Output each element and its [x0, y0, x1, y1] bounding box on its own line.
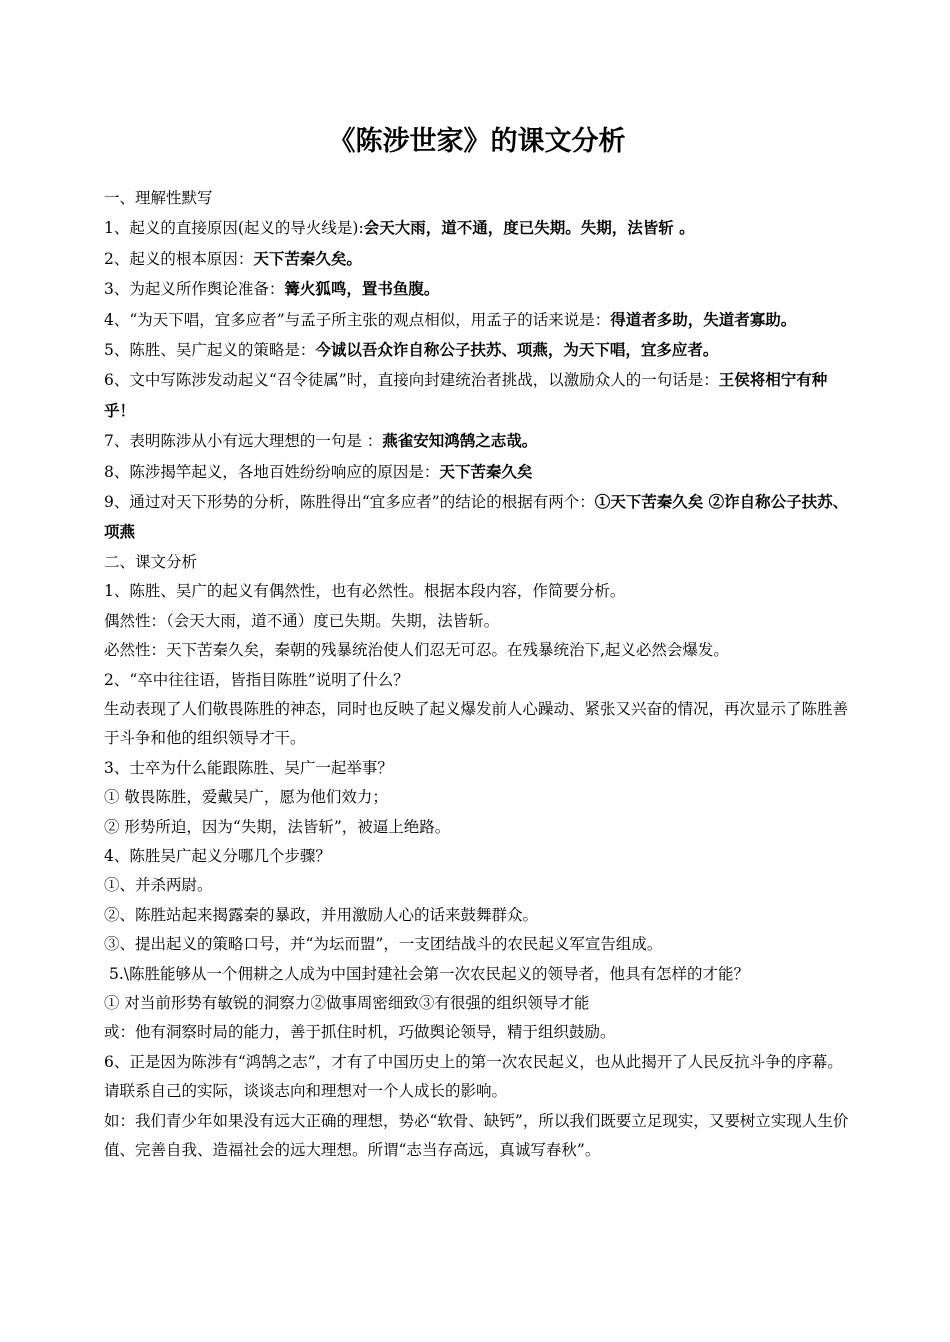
- fill-question-7: 7、表明陈涉从小有远大理想的一句是 ：燕雀安知鸿鹄之志哉。: [104, 431, 538, 451]
- analysis-answer: ① 敬畏陈胜，爱戴吴广，愿为他们效力；: [104, 788, 388, 807]
- analysis-question-1: 1、陈胜、吴广的起义有偶然性，也有必然性。根据本段内容，作简要分析。: [104, 582, 626, 601]
- analysis-answer: ②、陈胜站起来揭露秦的暴政，并用激励人心的话来鼓舞群众。: [104, 905, 539, 924]
- analysis-answer: ① 对当前形势有敏锐的洞察力②做事周密细致③有很强的组织领导才能: [104, 993, 590, 1012]
- fill-question-5: 5、陈胜、吴广起义的策略是：今诚以吾众诈自称公子扶苏、项燕，为天下唱，宜多应者。: [104, 340, 719, 360]
- analysis-question-4: 4、陈胜吴广起义分哪几个步骤？: [104, 846, 331, 865]
- fill-question-9: 9、通过对天下形势的分析，陈胜得出“宜多应者”的结论的根据有两个：①天下苦秦久矣 ②诈自称公子扶苏、项燕: [104, 492, 849, 542]
- analysis-question-5: 5.\陈胜能够从一个佣耕之人成为中国封建社会第一次农民起义的领导者，他具有怎样的才能？: [109, 964, 750, 983]
- fill-question-8: 8、陈涉揭竿起义，各地百姓纷纷响应的原因是：天下苦秦久矣: [104, 461, 533, 481]
- analysis-answer: ② 形势所迫，因为“失期，法皆斩”，被逼上绝路。: [104, 817, 451, 836]
- analysis-answer: 或：他有洞察时局的能力，善于抓住时机，巧做舆论领导，精于组织鼓励。: [104, 1023, 616, 1042]
- fill-question-6: 6、文中写陈涉发动起义“召令徒属”时，直接向封建统治者挑战，以激励众人的一句话是：王侯将相宁有种乎！: [104, 370, 828, 420]
- analysis-answer: ③、提出起义的策略口号，并“为坛而盟”，一支团结战斗的农民起义军宣告组成。: [104, 935, 663, 954]
- fill-question-2: 2、起义的根本原因：天下苦秦久矣。: [104, 248, 362, 268]
- answer: 王侯将相宁有种乎！: [104, 370, 828, 420]
- analysis-question-6: 6、正是因为陈涉有“鸿鹄之志”，才有了中国历史上的第一次农民起义，也从此揭开了人民反抗斗争的序幕。请联系自己的实际，谈谈志向和理想对一个人成长的影响。: [104, 1052, 843, 1101]
- analysis-answer: ①、并杀两尉。: [104, 876, 213, 895]
- section-heading: 二、课文分析: [104, 552, 198, 571]
- analysis-question-3: 3、士卒为什么能跟陈胜、吴广一起举事？: [104, 758, 393, 777]
- fill-question-4: 4、“为天下唱，宜多应者”与孟子所主张的观点相似，用孟子的话来说是：得道者多助，失道者寡助。: [104, 309, 797, 329]
- answer: 天下苦秦久矣: [439, 461, 533, 481]
- answer: 篝火狐鸣，置书鱼腹。: [284, 279, 440, 299]
- analysis-question-2: 2、“卒中往往语，皆指目陈胜”说明了什么？: [104, 670, 409, 689]
- answer: 燕雀安知鸿鹄之志哉。: [382, 431, 538, 451]
- answer: 会天大雨，道不通，度已失期。失期，法皆斩 。: [363, 218, 695, 238]
- fill-question-1: 1、起义的直接原因(起义的导火线是):会天大雨，道不通，度已失期。失期，法皆斩 。: [104, 218, 695, 238]
- section-heading: 一、理解性默写: [104, 189, 213, 207]
- answer: 今诚以吾众诈自称公子扶苏、项燕，为天下唱，宜多应者。: [315, 340, 719, 360]
- document-body: [104, 184, 850, 1165]
- analysis-answer: 必然性：天下苦秦久矣，秦朝的残暴统治使人们忍无可忍。在残暴统治下,起义必然会爆发。: [104, 641, 729, 660]
- answer: 得道者多助，失道者寡助。: [610, 309, 797, 329]
- answer: ①天下苦秦久矣 ②诈自称公子扶苏、项燕: [104, 492, 849, 542]
- answer: 天下苦秦久矣。: [253, 248, 362, 268]
- analysis-answer: 偶然性：（会天大雨，道不通）度已失期。失期，法皆斩。: [104, 611, 500, 630]
- analysis-answer: 生动表现了人们敬畏陈胜的神态，同时也反映了起义爆发前人心躁动、紧张又兴奋的情况，再次显示了陈胜善于斗争和他的组织领导才干。: [104, 699, 849, 748]
- analysis-answer: 如：我们青少年如果没有远大正确的理想，势必“软骨、缺钙”，所以我们既要立足现实，又要树立实现人生价值、完善自我、造福社会的远大理想。所谓“志当存高远，真诚写春秋”。: [104, 1111, 849, 1159]
- document-title: 《陈涉世家》的课文分析: [328, 126, 626, 157]
- fill-question-3: 3、为起义所作舆论准备：篝火狐鸣，置书鱼腹。: [104, 279, 440, 299]
